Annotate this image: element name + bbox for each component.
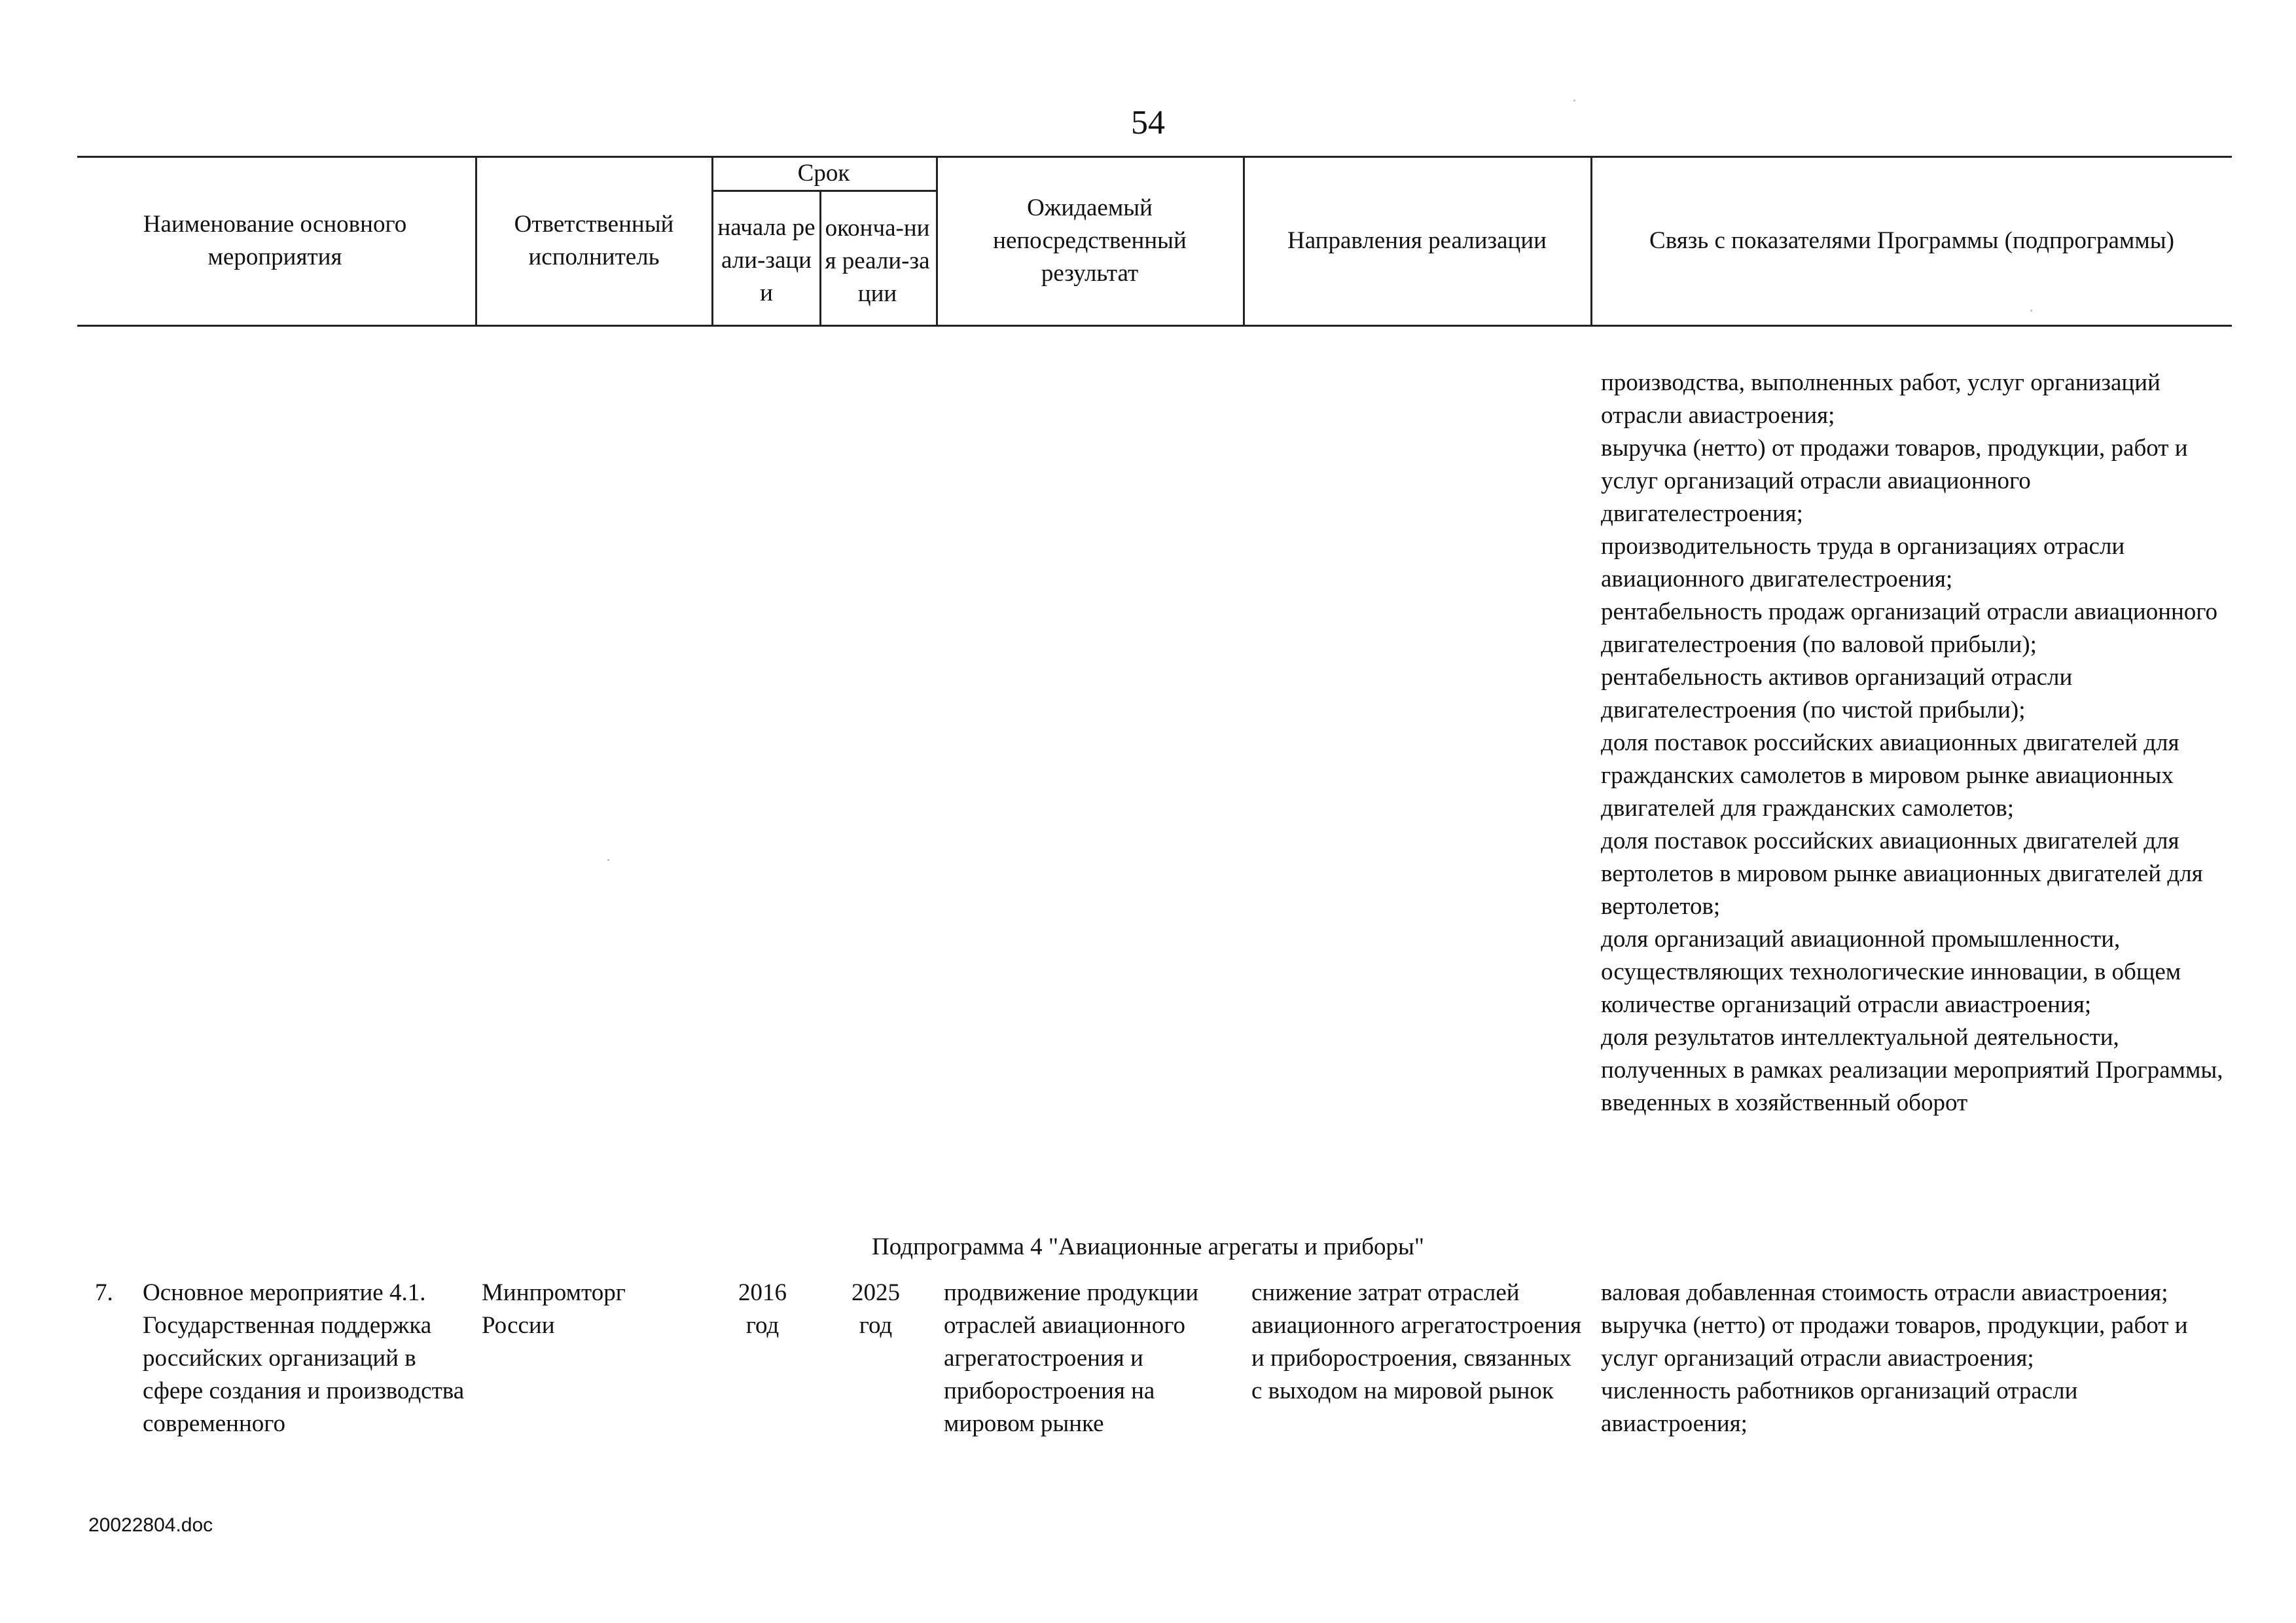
header-divider <box>936 156 938 325</box>
header-divider <box>475 156 477 325</box>
scan-speck <box>607 859 609 861</box>
term-subheader-rule <box>711 190 936 192</box>
header-directions: Направления реализации <box>1287 227 1547 254</box>
footer-filename: 20022804.doc <box>88 1514 213 1536</box>
header-name: Наименование основного мероприятия <box>143 211 407 270</box>
continued-indicators: производства, выполненных работ, услуг организаций отрасли авиастроения; выручка (нетто) от продажи товаров, продукции, работ и услуг организаций отрасли авиационного двигателестроения; производительность труда в организациях отрасли авиационного двигателестроения; рентабельность продаж организаций отрасли авиационного двигателестроения (по валовой прибыли); рентабельность активов организаций отрасли двигателестроения (по чистой прибыли); доля поставок российских авиационных двигателей для гражданских самолетов в мировом рынке авиационных двигателей для гражданских самолетов; доля поставок российских авиационных двигателей для вертолетов в мировом рынке авиационных двигателей для вертолетов; доля организаций авиационной промышленности, осуществляющих технологические инновации, в общем количестве организаций отрасли авиастроения; доля результатов интеллектуальной деятельности, полученных в рамках реализации мероприятий Программы, введенных в хозяйственный оборот <box>1601 369 2223 1116</box>
page-number: 54 <box>1131 104 1165 141</box>
row-name: Основное мероприятие 4.1. Государственная поддержка российских организаций в сфере создания и производства современного <box>143 1279 465 1437</box>
header-end: оконча-ния реали-зации <box>825 215 930 307</box>
header-start: начала реали-зации <box>717 214 816 306</box>
scan-speck <box>2030 310 2032 312</box>
row-start: 2016 год <box>738 1279 787 1339</box>
row-result: продвижение продукции отраслей авиационного агрегатостроения и приборостроения на мировом рынке <box>944 1279 1199 1437</box>
header-result: Ожидаемый непосредственный результат <box>993 194 1187 287</box>
row-executor: Минпромторг России <box>482 1279 626 1339</box>
subprogram-title: Подпрограмма 4 "Авиационные агрегаты и приборы" <box>871 1233 1424 1260</box>
header-link: Связь с показателями Программы (подпрограммы) <box>1649 227 2174 254</box>
row-end: 2025 год <box>852 1279 900 1339</box>
row-indicators: валовая добавленная стоимость отрасли авиастроения; выручка (нетто) от продажи товаров, продукции, работ и услуг организаций отрасли авиастроения; численность работников организаций отрасли авиастроения; <box>1601 1279 2188 1437</box>
table-header-bottom-rule <box>77 325 2232 327</box>
scan-speck <box>1573 100 1575 101</box>
row-number: 7. <box>95 1279 113 1306</box>
header-divider <box>1243 156 1245 325</box>
row-directions: снижение затрат отраслей авиационного агрегатостроения и приборостроения, связанных с выходом на мировой рынок <box>1251 1279 1582 1404</box>
header-term: Срок <box>797 160 850 187</box>
header-divider <box>819 190 821 325</box>
header-divider <box>1590 156 1592 325</box>
header-executor: Ответственный исполнитель <box>514 211 674 270</box>
